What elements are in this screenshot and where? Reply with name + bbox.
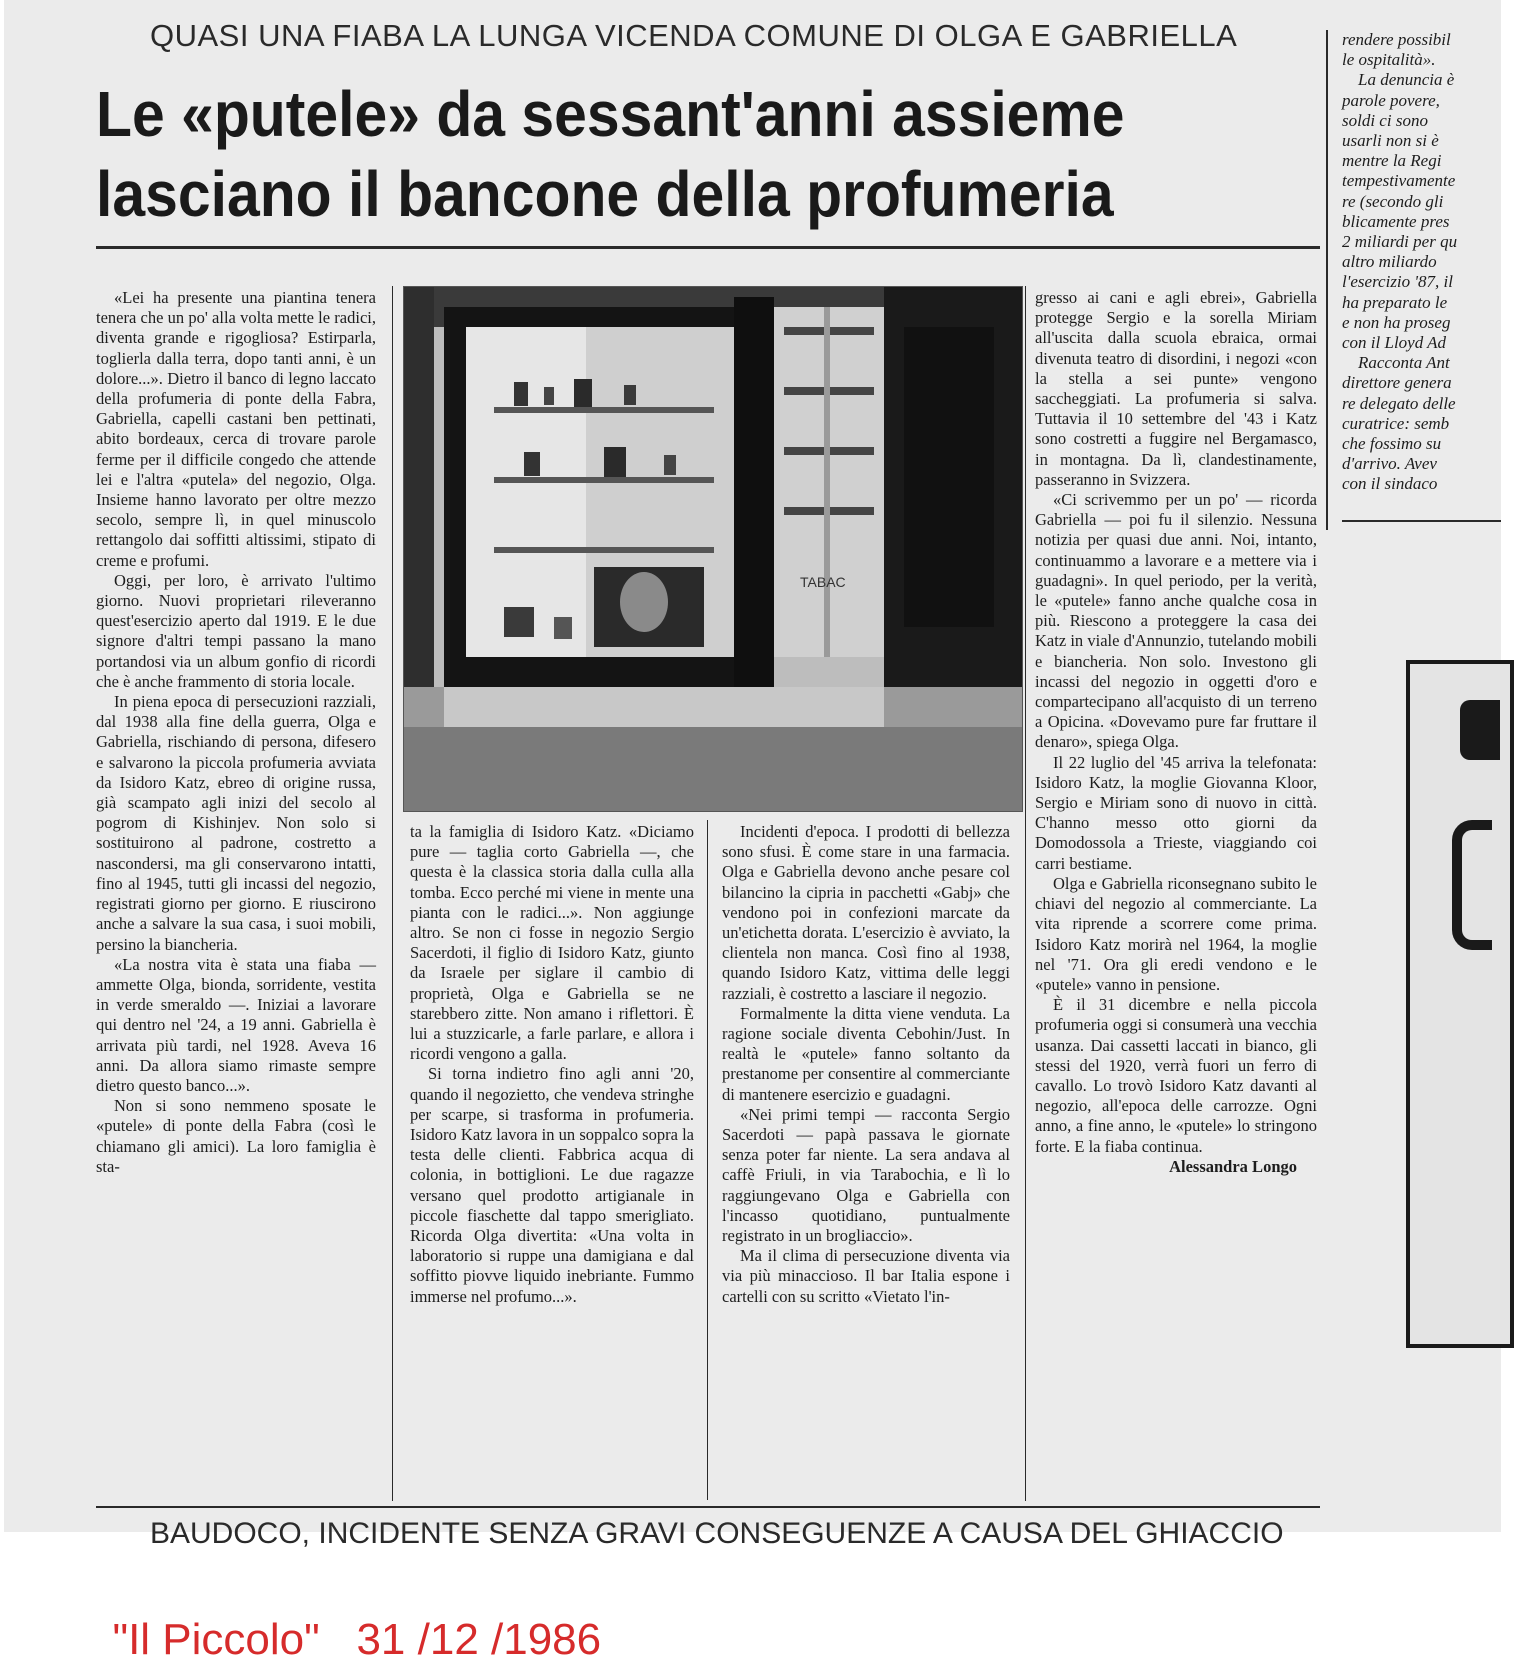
sidebar-line: parole povere, <box>1342 90 1440 110</box>
sidebar-line: ha preparato le <box>1342 292 1448 312</box>
sidebar-line: mentre la Regi <box>1342 151 1442 171</box>
column-divider-1 <box>392 286 393 1501</box>
paragraph: gresso ai cani e agli ebrei», Gabriella protegge Sergio e la sorella Miriam all'uscita dalla scuola ebraica, ormai divenuta teatro di disordini, i negozi «con la stella a sei punte» vengono saccheggiati. La profumeria si salva. Tuttavia il 10 settembre del '43 i Katz sono costretti a fuggire nel Bergamasco, in montagna. Da lì, clandestinamente, passeranno in Svizzera. <box>1035 288 1317 489</box>
kicker-headline: QUASI UNA FIABA LA LUNGA VICENDA COMUNE DI OLGA E GABRIELLA <box>150 18 1238 53</box>
source-date: 31 /12 /1986 <box>356 1615 602 1664</box>
article-column-1 <box>96 288 376 1502</box>
paragraph: Ma il clima di persecuzione diventa via via più minaccioso. Il bar Italia espone i cartelli con su scritto «Vietato l'in- <box>722 1246 1010 1306</box>
column-divider-3 <box>1025 286 1026 1501</box>
sidebar-line: altro miliardo <box>1342 252 1437 272</box>
sidebar-line: 2 miliardi per qu <box>1342 232 1458 252</box>
sidebar-line: blicamente pres <box>1342 211 1450 231</box>
sidebar-line: con il sindaco <box>1342 474 1438 494</box>
advertisement-fragment <box>1406 660 1514 1348</box>
sidebar-line: l'esercizio '87, il <box>1342 272 1453 292</box>
paragraph: «Nei primi tempi — racconta Sergio Sacerdoti — papà passava le giornate senza poter far niente. La sera andava al caffè Friuli, in via Tarabochia, e lì lo raggiungevano Olga e Gabriella con l'incasso quotidiano, puntualmente registrato in un brogliaccio». <box>722 1104 1010 1246</box>
sidebar-line: e non ha proseg <box>1342 312 1451 332</box>
source-caption <box>88 1565 788 1665</box>
sidebar-line: direttore genera <box>1342 373 1452 393</box>
shop-window-photo <box>403 286 1023 812</box>
paragraph: Il 22 luglio del '45 arriva la telefonata: Isidoro Katz, la moglie Giovanna Kloor, Sergio e Miriam sono di nuovo in città. C'hanno messo otto giorni da Domodossola a Trieste, viaggiando coi carri bestiame. <box>1035 752 1317 873</box>
column-divider-2 <box>707 820 708 1500</box>
paragraph: Incidenti d'epoca. I prodotti di bellezza sono sfusi. È come stare in una farmacia. Olga e Gabriella devono anche pesare col bilancino la cipria in pacchetti «Gabj» che vendono poi in confezioni marcate da un'etichetta dorata. L'esercizio è avviato, la clientela non manca. Così fino al 1938, quando Isidoro Katz, vittima delle leggi razziali, è costretto a lasciare il negozio. <box>722 822 1010 1003</box>
sidebar-line: curatrice: semb <box>1342 413 1450 433</box>
ad-bracket-shape <box>1452 820 1492 950</box>
tabac-sign: TABAC <box>800 574 846 590</box>
cut-off-headline: BAUDOCO, INCIDENTE SENZA GRAVI CONSEGUENZE A CAUSA DEL GHIACCIO <box>150 1517 1284 1550</box>
shop-window-illustration <box>404 287 1022 811</box>
sidebar-line: rendere possibil <box>1342 30 1451 49</box>
sidebar-line: tempestivamente <box>1342 171 1456 191</box>
sidebar-line: re delegato delle <box>1342 393 1456 413</box>
sidebar-line: le ospitalità». <box>1342 50 1436 70</box>
sidebar-line: con il Lloyd Ad <box>1342 333 1447 353</box>
article-column-2 <box>410 822 694 1502</box>
article-column-4 <box>1035 288 1317 1502</box>
rule-sidebar-left <box>1326 30 1328 530</box>
sidebar-fragment <box>1342 30 1497 550</box>
paragraph: «Ci scrivemmo per un po' — ricorda Gabriella — poi fu il silenzio. Nessuna notizia per quasi due anni. Noi, intanto, continuammo a lavorare e a mettere via i guadagni». In quel periodo, per la verità, le «putele» fanno anche qualche cosa in più. Riescono a proteggere la casa dei Katz in viale d'Annunzio, tutelando mobili e biancheria. Non solo. Investono gli incassi del negozio in oggetti d'oro e compartecipano all'acquisto di un terreno a Opicina. «Dovevamo pure far fruttare il denaro», spiega Olga. <box>1035 490 1317 752</box>
sidebar-line: La denuncia è <box>1358 70 1455 90</box>
main-headline <box>96 74 1228 234</box>
paragraph: È il 31 dicembre e nella piccola profumeria oggi si consumerà una vecchia usanza. Dai cassetti laccati in bianco, gli stessi del 1920, verrà fuori un ferro di cavallo. Lo trovò Isidoro Katz davanti al negozio, all'epoca delle carrozze. Ogni anno, a fine anno, le «putele» lo stringono forte. E la fiaba continua. <box>1035 995 1317 1156</box>
rule-bottom <box>96 1506 1320 1508</box>
paragraph: «La nostra vita è stata una fiaba — ammette Olga, bionda, sorridente, vestita in verde smeraldo —. Iniziai a lavorare qui dentro nel '24, a 19 anni. Gabriella è arrivata più tardi, nel 1928. Aveva 16 anni. Da allora siamo rimaste sempre dietro questo banco...». <box>96 954 376 1095</box>
paragraph: In piena epoca di persecuzioni razziali, dal 1938 alla fine della guerra, Olga e Gabriella, rischiando di persona, difesero e salvarono la piccola profumeria avviata da Isidoro Katz, ebreo di origine russa, già scampato agli inizi del secolo al pogrom di Kishinjev. Non solo si sostituirono al padrone, costretto a nascondersi, ma gli conservarono intatti, fino al 1945, tutti gli incassi del negozio, registrati giorno per giorno. E riuscirono anche a salvare la sua casa, i suoi mobili, persino la biancheria. <box>96 692 376 954</box>
paragraph: Non si sono nemmeno sposate le «putele» di ponte della Fabra (così le chiamano gli amici). La loro famiglia è sta- <box>96 1096 376 1176</box>
sidebar-line: soldi ci sono <box>1342 110 1428 130</box>
paragraph: Formalmente la ditta viene venduta. La ragione sociale diventa Cebohin/Just. In realtà le «putele» fanno soltanto da prestanome per consentire al commerciante di mantenere esercizio e guadagni. <box>722 1003 1010 1104</box>
ad-glyph-shape <box>1460 700 1500 760</box>
paragraph: ta la famiglia di Isidoro Katz. «Diciamo pure — taglia corto Gabriella —, che questa è la classica storia dalla culla alla tomba. Ecco perché mi viene in mente una pianta con le radici...». Non aggiunge altro. Se non ci fosse in negozio Sergio Sacerdoti, il figlio di Isidoro Katz, giunto da Israele per siglare il cambio di proprietà, Olga e Gabriella se ne starebbero zitte. Non amano i riflettori. È lui a stuzzicarle, a farle parlare, e allora i ricordi vengono a galla. <box>410 822 694 1064</box>
article-column-3 <box>722 822 1010 1502</box>
sidebar-line: usarli non si è <box>1342 131 1439 151</box>
paragraph: «Lei ha presente una piantina tenera tenera che un po' alla volta mette le radici, diventa grande e rigogliosa? Estirparla, toglierla dalla terra, dopo tanti anni, è un dolore...». Dietro il banco di legno laccato della profumeria di ponte della Fabra, Gabriella, capelli castani ben pettinati, abito bordeaux, cerca di trovare parole ferme per il difficile congedo che attende lei e l'altra «putela» del negozio, Olga. Insieme hanno lavorato per oltre mezzo secolo, sempre lì, in quel minuscolo rettangolo dai soffitti altissimi, stipato di creme e profumi. <box>96 288 376 570</box>
byline: Alessandra Longo <box>1169 1156 1297 1176</box>
sidebar-line: d'arrivo. Avev <box>1342 454 1437 474</box>
paragraph: Si torna indietro fino agli anni '20, quando il negozietto, che vendeva stringhe per scarpe, si trasforma in profumeria. Isidoro Katz lavora in un soppalco sopra la testa delle clienti. Fabbrica acqua di colonia, in bottiglioni. Le due ragazze versano quel prodotto artigianale in piccole fiaschette dal tappo smerigliato. Ricorda Olga divertita: «Una volta in laboratorio si ruppe una damigiana e dal soffitto piovve liquido inebriante. Fummo immerse nel profumo...». <box>410 1064 694 1306</box>
sidebar-line: che fossimo su <box>1342 434 1442 454</box>
source-name: "Il Piccolo" <box>112 1615 320 1664</box>
headline-line-1: Le «putele» da sessant'anni assieme <box>96 78 1125 150</box>
paragraph: Oggi, per loro, è arrivato l'ultimo giorno. Nuovi proprietari rileveranno quest'esercizio aperto dal 1919. E le due signore d'altri tempi passano la mano portandosi via un album gonfio di ricordi che è anche frammento di storia locale. <box>96 570 376 691</box>
sidebar-line: Racconta Ant <box>1358 353 1450 373</box>
rule-under-headline <box>96 246 1320 249</box>
headline-line-2: lasciano il bancone della profumeria <box>96 158 1114 230</box>
sidebar-line: re (secondo gli <box>1342 191 1444 211</box>
paragraph: Olga e Gabriella riconsegnano subito le chiavi del negozio al commerciante. La vita riprende a scorrere come prima. Isidoro Katz morirà nel 1964, la moglie nel '71. Ora gli eredi vendono e le «putele» vanno in pensione. <box>1035 873 1317 994</box>
